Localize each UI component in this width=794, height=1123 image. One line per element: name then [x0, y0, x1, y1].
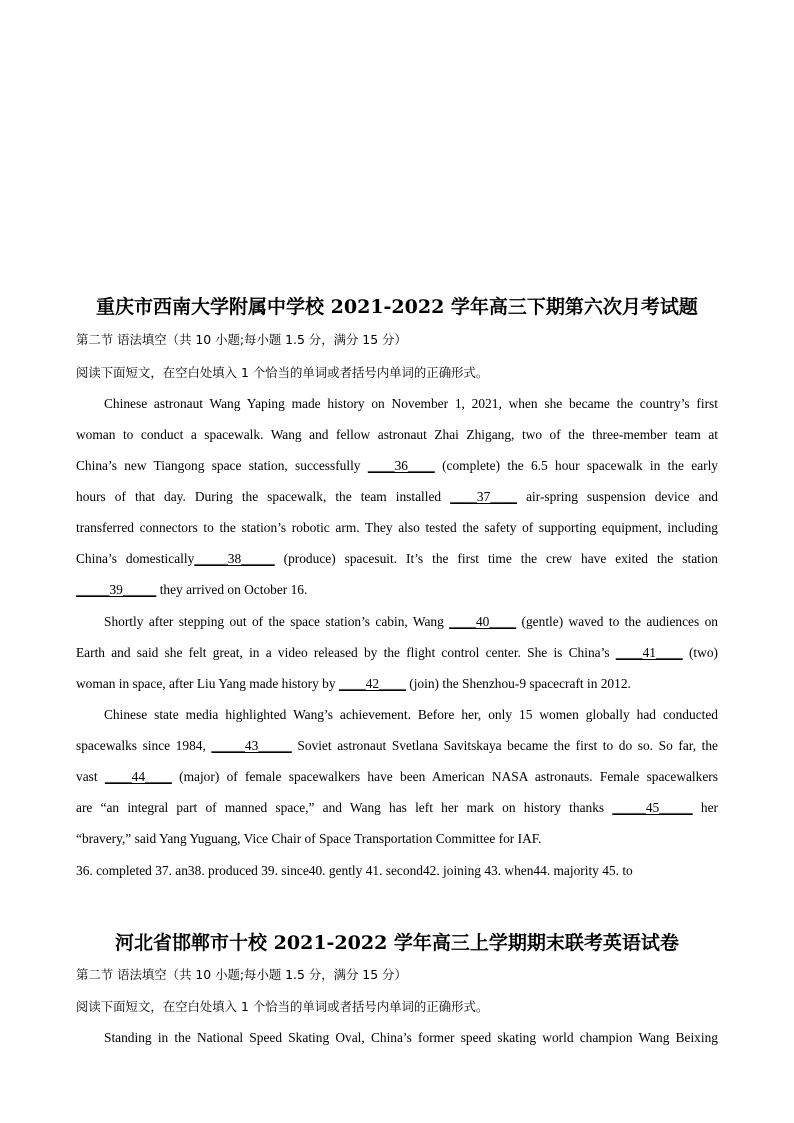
blank-37: ____37____	[450, 489, 518, 504]
passage-line-1: Chinese astronaut Wang Yaping made history on November 1, 2021, when she became the country’s first	[104, 396, 718, 411]
passage-line-15: “bravery,” said Yang Yuguang, Vice Chair of Space Transportation Committee for IAF.	[76, 831, 542, 846]
passage-line-2: woman to conduct a spacewalk. Wang and fellow astronaut Zhai Zhigang, two of the three-member team at	[76, 427, 718, 442]
section1-title: 重庆市西南大学附属中学校 2021-2022 学年高三下期第六次月考试题	[96, 296, 698, 318]
blank-42: ____42____	[338, 676, 406, 691]
passage-line-3: China’s new Tiangong space station, successfully ____36____ (complete) the 6.5 hour spacewalk in the early	[76, 458, 719, 473]
section2-heading: 第二节 语法填空（共 10 小题;每小题 1.5 分，满分 15 分）	[76, 967, 407, 982]
section1-instruction: 阅读下面短文，在空白处填入 1 个恰当的单词或者括号内单词的正确形式。	[76, 365, 489, 380]
passage-line-9: Earth and said she felt great, in a video released by the flight control center. She is China’s ____41____ (two)	[76, 645, 718, 660]
blank-36: ____36____	[367, 458, 435, 473]
section2-passage-line-1: Standing in the National Speed Skating Oval, China’s former speed skating world champion Wang Beixing	[104, 1030, 718, 1045]
passage-line-14: are “an integral part of manned space,” and Wang has left her mark on history thanks _____45_____ her	[76, 800, 719, 815]
passage-line-13: vast ____44____ (major) of female spacewalkers have been American NASA astronauts. Female spacewalkers	[76, 769, 718, 784]
blank-45: _____45_____	[612, 800, 693, 815]
passage-line-12: spacewalks since 1984, _____43_____ Soviet astronaut Svetlana Savitskaya became the first to do so. So far, the	[76, 738, 718, 753]
passage-line-7: _____39_____ they arrived on October 16.	[76, 582, 308, 597]
passage-line-6: China’s domestically_____38_____ (produce) spacesuit. It’s the first time the crew have exited the station	[76, 551, 718, 566]
section2-instruction: 阅读下面短文，在空白处填入 1 个恰当的单词或者括号内单词的正确形式。	[76, 999, 489, 1014]
passage-line-5: transferred connectors to the station’s robotic arm. They also tested the safety of supporting equipment, including	[76, 520, 718, 535]
passage-line-10: woman in space, after Liu Yang made history by ____42____ (join) the Shenzhou-9 spacecraft in 2012.	[76, 676, 631, 691]
blank-41: ____41____	[615, 645, 683, 660]
answer-key: 36. completed 37. an38. produced 39. since40. gently 41. second42. joining 43. when44. majority 45. to	[76, 863, 633, 878]
section1-heading: 第二节 语法填空（共 10 小题;每小题 1.5 分，满分 15 分）	[76, 332, 407, 347]
blank-39: _____39_____	[76, 582, 157, 597]
blank-40: ____40____	[449, 614, 517, 629]
passage-line-11: Chinese state media highlighted Wang’s achievement. Before her, only 15 women globally had conducted	[104, 707, 718, 722]
passage-line-8: Shortly after stepping out of the space station’s cabin, Wang ____40____ (gentle) waved to the audiences on	[104, 614, 718, 629]
passage-line-4: hours of that day. During the spacewalk, the team installed ____37____ air-spring suspension device and	[76, 489, 718, 504]
blank-44: ____44____	[104, 769, 172, 784]
section2-title: 河北省邯郸市十校 2021-2022 学年高三上学期期末联考英语试卷	[115, 932, 679, 954]
blank-38: _____38_____	[194, 551, 275, 566]
blank-43: _____43_____	[211, 738, 292, 753]
